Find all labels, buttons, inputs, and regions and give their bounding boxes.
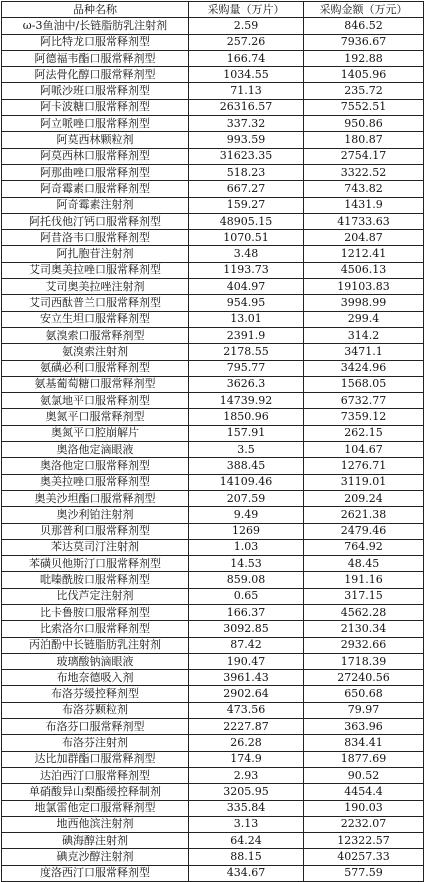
purchase-volume-cell: 3092.85 [189,621,304,637]
table-header [2,2,424,18]
procurement-table [1,1,424,882]
table-row [2,148,424,164]
table-row [2,702,424,718]
table-row [2,99,424,115]
purchase-volume-cell: 667.27 [189,181,304,197]
header-purchase-amount: 采购金额（万元） [304,2,424,18]
purchase-volume-cell: 2391.9 [189,327,304,343]
product-name-cell: 阿法骨化醇口服常释剂型 [2,67,189,83]
purchase-amount-cell: 12322.57 [304,833,424,849]
table-row [2,181,424,197]
table-row [2,719,424,735]
table-row [2,279,424,295]
table-row [2,132,424,148]
product-name-cell: 阿扎胞苷注射剂 [2,246,189,262]
table-row [2,393,424,409]
purchase-amount-cell: 299.4 [304,311,424,327]
product-name-cell: 阿德福韦酯口服常释剂型 [2,50,189,66]
purchase-amount-cell: 2232.07 [304,816,424,832]
product-name-cell: 氨磺必利口服常释剂型 [2,360,189,376]
purchase-amount-cell: 743.82 [304,181,424,197]
purchase-amount-cell: 3119.01 [304,474,424,490]
purchase-volume-cell: 3.13 [189,816,304,832]
table-row [2,751,424,767]
product-name-cell: 阿哌沙班口服常释剂型 [2,83,189,99]
purchase-amount-cell: 3424.96 [304,360,424,376]
purchase-volume-cell: 157.91 [189,425,304,441]
purchase-volume-cell: 166.74 [189,50,304,66]
purchase-amount-cell: 190.03 [304,800,424,816]
table-row [2,18,424,34]
table-row [2,311,424,327]
purchase-amount-cell: 79.97 [304,702,424,718]
table-row [2,637,424,653]
purchase-volume-cell: 64.24 [189,833,304,849]
purchase-amount-cell: 2932.66 [304,637,424,653]
header-purchase-volume: 采购量（万片） [189,2,304,18]
table-row [2,604,424,620]
header-product-name: 品种名称 [2,2,189,18]
table-row [2,670,424,686]
purchase-volume-cell: 473.56 [189,702,304,718]
purchase-volume-cell: 2178.55 [189,344,304,360]
product-name-cell: 奥美沙坦酯口服常释剂型 [2,490,189,506]
product-name-cell: 氨氯地平口服常释剂型 [2,393,189,409]
purchase-amount-cell: 48.45 [304,556,424,572]
purchase-amount-cell: 846.52 [304,18,424,34]
product-name-cell: 吡嗪酰胺口服常释剂型 [2,572,189,588]
purchase-volume-cell: 3626.3 [189,376,304,392]
product-name-cell: 达比加群酯口服常释剂型 [2,751,189,767]
purchase-volume-cell: 1070.51 [189,230,304,246]
table-row [2,556,424,572]
purchase-volume-cell: 48905.15 [189,213,304,229]
table-row [2,50,424,66]
product-name-cell: 苯磺贝他斯汀口服常释剂型 [2,556,189,572]
purchase-volume-cell: 2.93 [189,767,304,783]
table-row [2,816,424,832]
purchase-volume-cell: 88.15 [189,849,304,865]
table-row [2,653,424,669]
purchase-amount-cell: 3998.99 [304,295,424,311]
purchase-amount-cell: 650.68 [304,686,424,702]
table-row [2,164,424,180]
table-row [2,767,424,783]
purchase-volume-cell: 1269 [189,523,304,539]
product-name-cell: 阿托伐他汀钙口服常释剂型 [2,213,189,229]
purchase-amount-cell: 4562.28 [304,604,424,620]
purchase-volume-cell: 71.13 [189,83,304,99]
purchase-volume-cell: 1850.96 [189,409,304,425]
table-row [2,344,424,360]
purchase-amount-cell: 7359.12 [304,409,424,425]
product-name-cell: 比伐芦定注射剂 [2,588,189,604]
table-row [2,800,424,816]
purchase-volume-cell: 518.23 [189,164,304,180]
purchase-volume-cell: 14.53 [189,556,304,572]
product-name-cell: ω-3鱼油中/长链脂肪乳注射剂 [2,18,189,34]
purchase-amount-cell: 1276.71 [304,458,424,474]
purchase-amount-cell: 1431.9 [304,197,424,213]
product-name-cell: 阿立哌唑口服常释剂型 [2,116,189,132]
product-name-cell: 阿莫西林颗粒剂 [2,132,189,148]
purchase-volume-cell: 13.01 [189,311,304,327]
product-name-cell: 安立生坦口服常释剂型 [2,311,189,327]
purchase-amount-cell: 262.15 [304,425,424,441]
product-name-cell: 奥氮平口服常释剂型 [2,409,189,425]
purchase-amount-cell: 41733.63 [304,213,424,229]
purchase-amount-cell: 317.15 [304,588,424,604]
product-name-cell: 氨基葡萄糖口服常释剂型 [2,376,189,392]
table-row [2,784,424,800]
purchase-volume-cell: 26.28 [189,735,304,751]
product-name-cell: 奥沙利铂注射剂 [2,507,189,523]
product-name-cell: 氨溴索口服常释剂型 [2,327,189,343]
purchase-volume-cell: 3.48 [189,246,304,262]
product-name-cell: 布洛芬缓控释剂型 [2,686,189,702]
purchase-volume-cell: 26316.57 [189,99,304,115]
purchase-amount-cell: 6732.77 [304,393,424,409]
purchase-amount-cell: 192.88 [304,50,424,66]
purchase-amount-cell: 7552.51 [304,99,424,115]
product-name-cell: 艾司奥美拉唑口服常释剂型 [2,262,189,278]
purchase-amount-cell: 1405.96 [304,67,424,83]
table-row [2,833,424,849]
purchase-volume-cell: 859.08 [189,572,304,588]
product-name-cell: 奥氮平口腔崩解片 [2,425,189,441]
table-row [2,409,424,425]
product-name-cell: 碘海醇注射剂 [2,833,189,849]
product-name-cell: 布地奈德吸入剂 [2,670,189,686]
purchase-volume-cell: 257.26 [189,34,304,50]
purchase-amount-cell: 363.96 [304,719,424,735]
product-name-cell: 阿莫西林口服常释剂型 [2,148,189,164]
table-row [2,197,424,213]
purchase-volume-cell: 3961.43 [189,670,304,686]
product-name-cell: 布洛芬注射剂 [2,735,189,751]
table-row [2,83,424,99]
product-name-cell: 比索洛尔口服常释剂型 [2,621,189,637]
product-name-cell: 艾司奥美拉唑注射剂 [2,279,189,295]
table-row [2,327,424,343]
purchase-volume-cell: 1034.55 [189,67,304,83]
purchase-amount-cell: 90.52 [304,767,424,783]
purchase-amount-cell: 3471.1 [304,344,424,360]
product-name-cell: 阿奇霉素注射剂 [2,197,189,213]
table-row [2,213,424,229]
purchase-amount-cell: 834.41 [304,735,424,751]
product-name-cell: 布洛芬颗粒剂 [2,702,189,718]
purchase-volume-cell: 31623.35 [189,148,304,164]
table-body [2,18,424,882]
table-row [2,442,424,458]
purchase-volume-cell: 2902.64 [189,686,304,702]
product-name-cell: 度洛西汀口服常释剂型 [2,865,189,881]
table-row [2,572,424,588]
table-row [2,523,424,539]
product-name-cell: 苯达莫司汀注射剂 [2,539,189,555]
product-name-cell: 氨溴索注射剂 [2,344,189,360]
product-name-cell: 地氯雷他定口服常释剂型 [2,800,189,816]
product-name-cell: 阿那曲唑口服常释剂型 [2,164,189,180]
purchase-amount-cell: 2621.38 [304,507,424,523]
table-row [2,490,424,506]
table-row [2,295,424,311]
purchase-amount-cell: 1212.41 [304,246,424,262]
table-row [2,262,424,278]
purchase-volume-cell: 404.97 [189,279,304,295]
purchase-amount-cell: 2479.46 [304,523,424,539]
table-row [2,116,424,132]
purchase-amount-cell: 577.59 [304,865,424,881]
product-name-cell: 阿卡波糖口服常释剂型 [2,99,189,115]
product-name-cell: 阿昔洛韦口服常释剂型 [2,230,189,246]
purchase-volume-cell: 190.47 [189,653,304,669]
purchase-amount-cell: 1877.69 [304,751,424,767]
purchase-amount-cell: 1568.05 [304,376,424,392]
purchase-amount-cell: 180.87 [304,132,424,148]
table-row [2,458,424,474]
product-name-cell: 奥洛他定滴眼液 [2,442,189,458]
purchase-volume-cell: 2.59 [189,18,304,34]
table-row [2,34,424,50]
table-row [2,230,424,246]
table-row [2,735,424,751]
purchase-volume-cell: 3205.95 [189,784,304,800]
product-name-cell: 艾司西酞普兰口服常释剂型 [2,295,189,311]
purchase-amount-cell: 2130.34 [304,621,424,637]
header-row [2,2,424,18]
table-row [2,621,424,637]
table-row [2,849,424,865]
purchase-volume-cell: 3.5 [189,442,304,458]
table-row [2,686,424,702]
purchase-volume-cell: 795.77 [189,360,304,376]
purchase-amount-cell: 235.72 [304,83,424,99]
purchase-amount-cell: 764.92 [304,539,424,555]
purchase-volume-cell: 337.32 [189,116,304,132]
table-row [2,865,424,881]
product-name-cell: 玻璃酸钠滴眼液 [2,653,189,669]
product-name-cell: 奥洛他定口服常释剂型 [2,458,189,474]
purchase-volume-cell: 166.37 [189,604,304,620]
table-row [2,507,424,523]
purchase-amount-cell: 104.67 [304,442,424,458]
purchase-volume-cell: 159.27 [189,197,304,213]
product-name-cell: 碘克沙醇注射剂 [2,849,189,865]
product-name-cell: 阿比特龙口服常释剂型 [2,34,189,50]
product-name-cell: 贝那普利口服常释剂型 [2,523,189,539]
product-name-cell: 单硝酸异山梨酯缓控释制剂 [2,784,189,800]
purchase-amount-cell: 40257.33 [304,849,424,865]
purchase-volume-cell: 335.84 [189,800,304,816]
purchase-amount-cell: 950.86 [304,116,424,132]
purchase-volume-cell: 434.67 [189,865,304,881]
purchase-amount-cell: 1718.39 [304,653,424,669]
purchase-amount-cell: 191.16 [304,572,424,588]
purchase-volume-cell: 954.95 [189,295,304,311]
product-name-cell: 奥美拉唑口服常释剂型 [2,474,189,490]
table-row [2,376,424,392]
purchase-volume-cell: 14109.46 [189,474,304,490]
purchase-volume-cell: 2227.87 [189,719,304,735]
table-row [2,539,424,555]
purchase-amount-cell: 27240.56 [304,670,424,686]
product-name-cell: 达泊西汀口服常释剂型 [2,767,189,783]
table-row [2,588,424,604]
product-name-cell: 丙泊酚中长链脂肪乳注射剂 [2,637,189,653]
table-row [2,360,424,376]
product-name-cell: 比卡鲁胺口服常释剂型 [2,604,189,620]
purchase-volume-cell: 993.59 [189,132,304,148]
purchase-volume-cell: 1193.73 [189,262,304,278]
purchase-amount-cell: 2754.17 [304,148,424,164]
purchase-volume-cell: 87.42 [189,637,304,653]
product-name-cell: 布洛芬口服常释剂型 [2,719,189,735]
purchase-volume-cell: 9.49 [189,507,304,523]
table-row [2,474,424,490]
purchase-amount-cell: 7936.67 [304,34,424,50]
purchase-volume-cell: 388.45 [189,458,304,474]
product-name-cell: 地西他滨注射剂 [2,816,189,832]
purchase-amount-cell: 4454.4 [304,784,424,800]
table-row [2,67,424,83]
product-name-cell: 阿奇霉素口服常释剂型 [2,181,189,197]
purchase-volume-cell: 14739.92 [189,393,304,409]
purchase-volume-cell: 174.9 [189,751,304,767]
table-row [2,425,424,441]
purchase-volume-cell: 207.59 [189,490,304,506]
purchase-volume-cell: 1.03 [189,539,304,555]
purchase-amount-cell: 204.87 [304,230,424,246]
purchase-volume-cell: 0.65 [189,588,304,604]
purchase-amount-cell: 209.24 [304,490,424,506]
purchase-amount-cell: 4506.13 [304,262,424,278]
purchase-amount-cell: 3322.52 [304,164,424,180]
purchase-amount-cell: 19103.83 [304,279,424,295]
table-row [2,246,424,262]
purchase-amount-cell: 314.2 [304,327,424,343]
